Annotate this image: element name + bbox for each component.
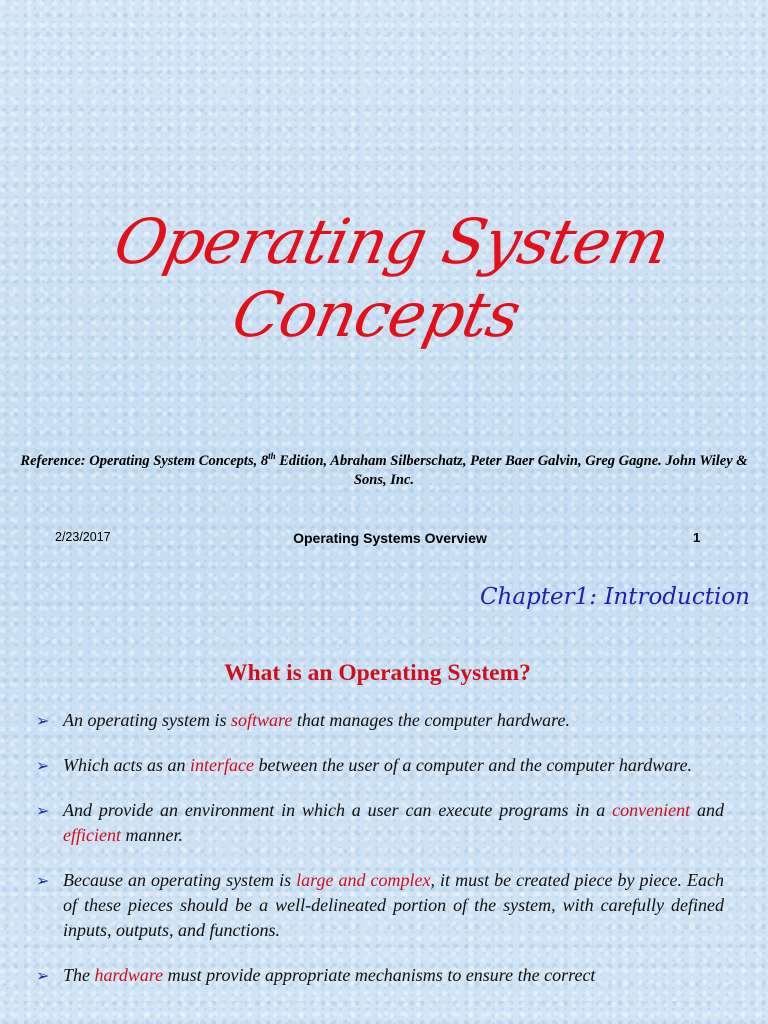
bullet-text: Which acts as an: [63, 755, 190, 775]
reference-text: [20, 447, 748, 490]
arrow-bullet-icon: ➢: [36, 758, 50, 775]
question-heading: What is an Operating System?: [224, 660, 531, 686]
reference-text-main: Reference: Operating System Concepts, 8: [20, 452, 269, 469]
bullet-item: [36, 708, 724, 733]
highlight-text: efficient: [63, 825, 121, 845]
highlight-text: hardware: [94, 965, 164, 985]
bullet-text: An operating system is: [63, 710, 231, 730]
arrow-bullet-icon: ➢: [36, 968, 50, 985]
chapter-heading: Chapter1: Introduction: [479, 584, 750, 610]
bullet-text: that manages the computer hardware.: [292, 710, 570, 730]
arrow-bullet-icon: ➢: [36, 873, 50, 890]
reference-text-rest: Edition, Abraham Silberschatz, Peter Baer Galvin, Greg Gagne. John Wiley & Sons, Inc.: [275, 452, 748, 488]
arrow-bullet-icon: ➢: [36, 803, 50, 820]
bullet-text: manner.: [120, 825, 183, 845]
bullet-text: The: [63, 965, 95, 985]
slide-introduction: [0, 560, 768, 1024]
highlight-text: convenient: [612, 800, 691, 820]
bullet-text: , it must be created piece by piece. Each of these pieces should be a well-delineated portion of the system, with carefully defined inputs, outputs, and functions.: [63, 870, 725, 940]
bullet-list: [36, 708, 724, 1008]
bullet-text: And provide an environment in which a user can execute programs in a: [63, 800, 613, 820]
bullet-item: [36, 963, 724, 988]
highlight-text: software: [231, 710, 293, 730]
highlight-text: large and complex: [296, 870, 431, 890]
bullet-item: [36, 868, 724, 943]
footer-date: 2/23/2017: [55, 530, 111, 544]
arrow-bullet-icon: ➢: [36, 713, 50, 730]
footer-title: Operating Systems Overview: [293, 530, 487, 546]
footer-page-number: 1: [693, 530, 701, 545]
bullet-text: between the user of a computer and the computer hardware.: [253, 755, 693, 775]
bullet-text: and: [690, 800, 724, 820]
slide-title-heading: Operating System Concepts: [108, 205, 676, 351]
highlight-text: interface: [189, 755, 254, 775]
bullet-text: must provide appropriate mechanisms to ensure the correct: [163, 965, 596, 985]
reference-superscript: th: [268, 451, 276, 461]
bullet-text: Because an operating system is: [63, 870, 297, 890]
bullet-item: [36, 753, 724, 778]
bullet-item: [36, 798, 724, 848]
